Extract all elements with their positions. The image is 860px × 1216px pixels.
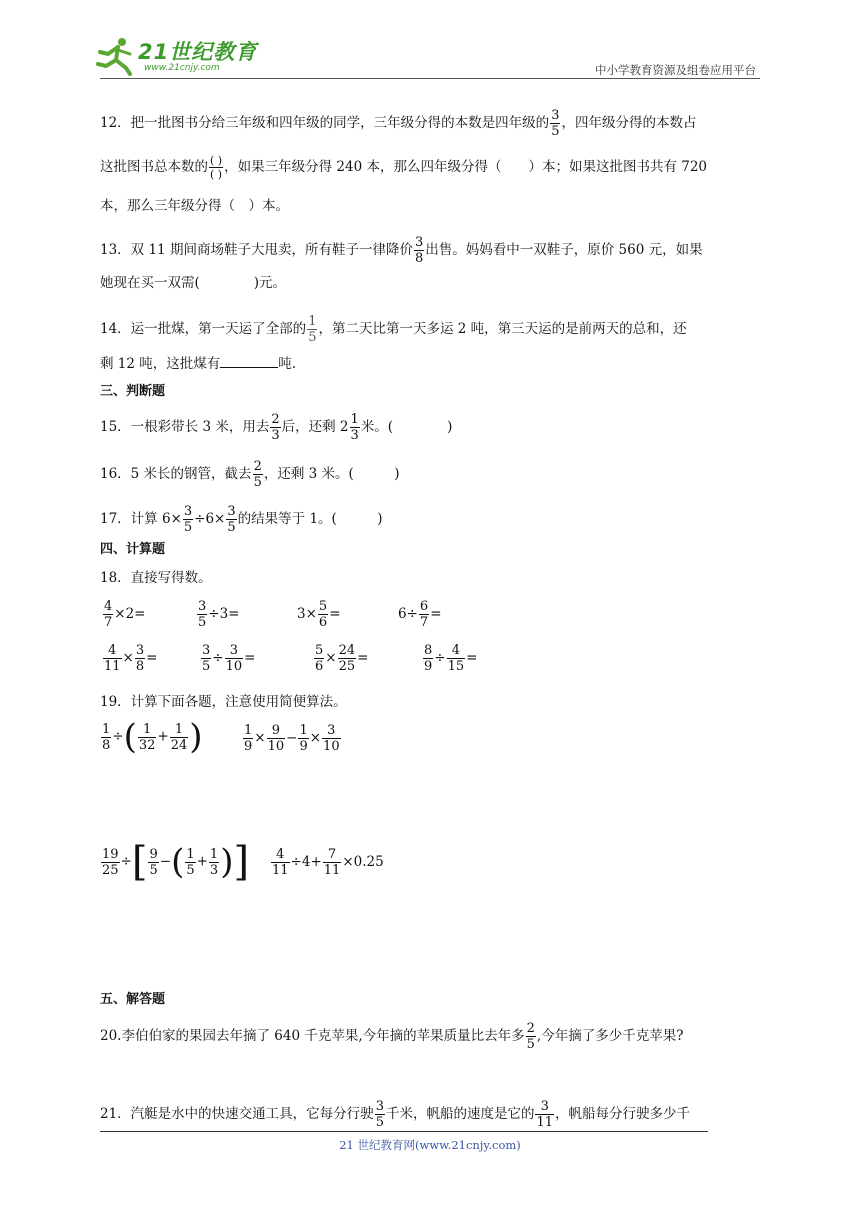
calc-item: $\frac{4}{11}$ × $\frac{3}{8}$ = — [104, 643, 158, 674]
question-21: 21．汽艇是水中的快速交通工具，它每分行驶 $\frac{3}{5}$ 千米，帆船的速度是它的 $\frac{3}{11}$ ，帆船每分行驶多少千 — [100, 1099, 691, 1130]
section-3-heading: 三、判断题 — [100, 384, 166, 399]
question-15: 15．一根彩带长 3 米，用去 $\frac{2}{3}$ 后，还剩 2 $\frac{1}{3}$ 米。( ) — [100, 412, 453, 443]
question-12-line1: 12．把一批图书分给三年级和四年级的同学，三年级分得的本数是四年级的 $\frac{3}{5}$ ，四年级分得的本数占 — [100, 108, 697, 139]
fraction: $\frac{3}{5}$ — [551, 108, 560, 139]
platform-name: 中小学教育资源及组卷应用平台 — [595, 63, 756, 77]
expression-2: $\frac{1}{9}$ × $\frac{9}{10}$ − $\frac{1}{9}$ × $\frac{3}{10}$ — [244, 723, 340, 754]
fraction: $\frac{3}{8}$ — [414, 235, 424, 266]
logo-url: www.21cnjy.com — [144, 63, 220, 73]
fraction: $\frac{1}{3}$ — [350, 412, 359, 443]
running-figure-icon — [96, 36, 136, 76]
question-17: 17．计算 6× $\frac{3}{5}$ ÷6× $\frac{3}{5}$ 的结果等于 1。( ) — [100, 504, 383, 535]
calc-item: 6÷ $\frac{6}{7}$ = — [398, 599, 442, 630]
question-20: 20.李伯伯家的果园去年摘了 640 千克苹果,今年摘的苹果质量比去年多 $\frac{2}{5}$ ,今年摘了多少千克苹果? — [100, 1021, 684, 1052]
calc-item: $\frac{3}{5}$ ÷3= — [198, 599, 240, 630]
calc-item: $\frac{3}{5}$ ÷ $\frac{3}{10}$ = — [202, 643, 256, 674]
question-14-line2: 剩 12 吨，这批煤有 吨. — [100, 353, 296, 374]
fraction: $\frac{3}{5}$ — [183, 504, 193, 535]
question-12-line2: 这批图书总本数的 $\frac{( )}{( )}$ ，如果三年级分得 240 本，那么四年级分得（ ）本；如果这批图书共有 720 — [100, 154, 708, 181]
calc-item: $\frac{5}{6}$ × $\frac{24}{25}$ = — [315, 643, 369, 674]
expression-3: $\frac{19}{25}$ ÷[ $\frac{9}{5}$ −( $\frac{1}{5}$ + $\frac{1}{3}$ )] — [102, 839, 250, 885]
fraction: $\frac{2}{5}$ — [253, 459, 262, 490]
expression-1: $\frac{1}{8}$ ÷( $\frac{1}{32}$ + $\frac{1}{24}$ ) — [102, 717, 203, 757]
logo-text: 21世纪教育 — [138, 40, 258, 64]
footer-rule — [100, 1131, 708, 1132]
question-13-line2: 她现在买一双需( )元。 — [100, 275, 287, 291]
expression-4: $\frac{4}{11}$ ÷4+ $\frac{7}{11}$ ×0.25 — [272, 847, 384, 878]
section-5-heading: 五、解答题 — [100, 992, 166, 1007]
question-16: 16．5 米长的钢管，截去 $\frac{2}{5}$ ，还剩 3 米。( ) — [100, 459, 400, 490]
fraction: $\frac{3}{5}$ — [375, 1099, 384, 1130]
question-13-line1: 13．双 11 期间商场鞋子大甩卖，所有鞋子一律降价 $\frac{3}{8}$ 出售。妈妈看中一双鞋子，原价 560 元，如果 — [100, 235, 703, 266]
question-12-line3: 本，那么三年级分得（ ）本。 — [100, 198, 289, 214]
question-19-title: 19．计算下面各题，注意使用简便算法。 — [100, 694, 347, 710]
logo — [96, 34, 266, 78]
fraction-blank: $\frac{( )}{( )}$ — [210, 154, 223, 181]
question-14-line1: 14．运一批煤，第一天运了全部的 $\frac{1}{5}$ ，第二天比第一天多运 2 吨，第三天运的是前两天的总和，还 — [100, 314, 687, 345]
question-18-title: 18．直接写得数。 — [100, 570, 212, 586]
fraction: $\frac{2}{5}$ — [526, 1021, 535, 1052]
fraction: $\frac{2}{3}$ — [271, 412, 280, 443]
fraction: $\frac{3}{11}$ — [536, 1099, 554, 1130]
header-rule — [100, 78, 760, 79]
fraction: $\frac{3}{5}$ — [227, 504, 236, 535]
fraction: $\frac{1}{5}$ — [308, 314, 317, 345]
calc-item: $\frac{8}{9}$ ÷ $\frac{4}{15}$ = — [424, 643, 478, 674]
calc-item: $\frac{4}{7}$ ×2= — [104, 599, 146, 630]
answer-blank[interactable] — [220, 353, 278, 368]
calc-item: 3× $\frac{5}{6}$ = — [297, 599, 341, 630]
section-4-heading: 四、计算题 — [100, 542, 166, 557]
footer-text: 21 世纪教育网(www.21cnjy.com) — [339, 1138, 521, 1152]
